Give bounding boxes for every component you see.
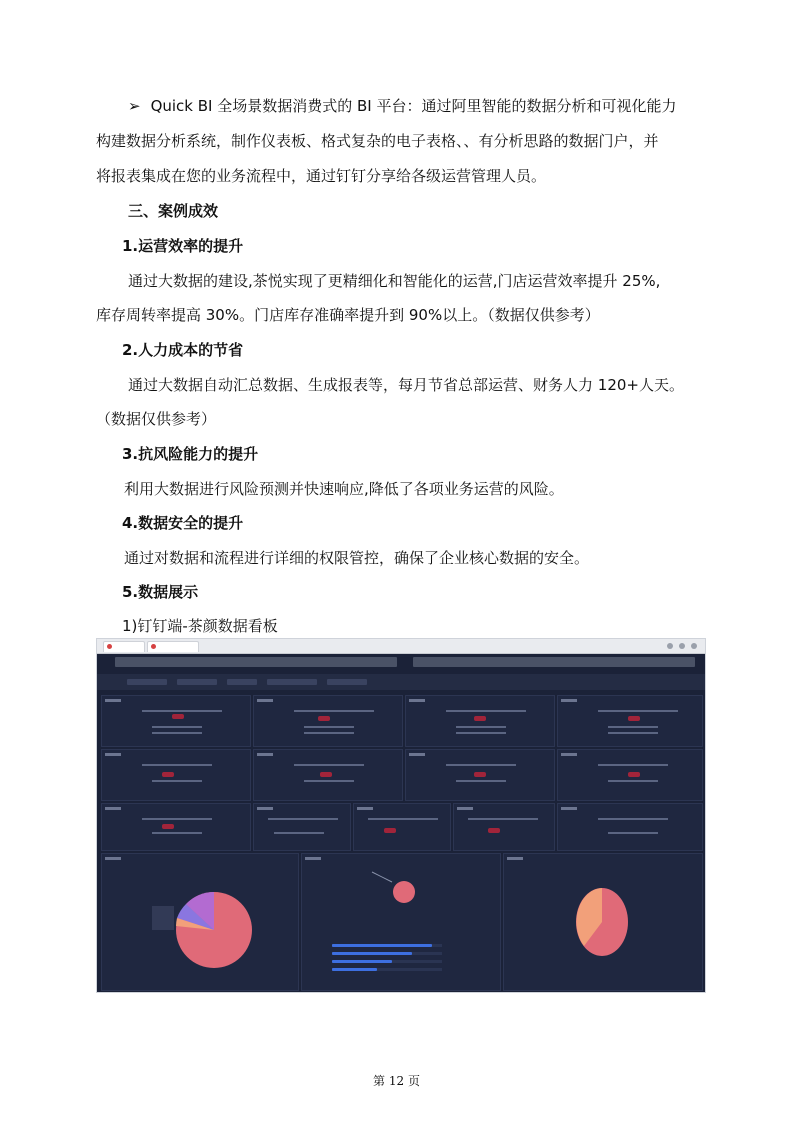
browser-tab-bar — [97, 639, 705, 654]
para-efficiency-2: 库存周转率提高 30%。门店库存准确率提升到 90%以上。（数据仅供参考） — [96, 306, 600, 324]
pie-chart-left — [102, 854, 298, 990]
kpi-card — [557, 803, 703, 851]
bullet-arrow-icon: ➢ — [128, 97, 141, 115]
quickbi-bullet-line — [128, 96, 677, 116]
kpi-card — [253, 803, 351, 851]
para-labor-2: （数据仅供参考） — [96, 410, 217, 428]
heading-labor-cost: 2.人力成本的节省 — [122, 341, 244, 359]
window-control-icon — [691, 643, 697, 649]
kpi-card — [405, 695, 555, 747]
kpi-card — [405, 749, 555, 801]
kpi-card — [101, 749, 251, 801]
pie-chart-right — [504, 854, 702, 990]
para-efficiency-1: 通过大数据的建设,茶悦实现了更精细化和智能化的运营,门店运营效率提升 25%, — [128, 272, 661, 290]
heading-risk: 3.抗风险能力的提升 — [122, 445, 259, 463]
heading-data-display: 5.数据展示 — [122, 583, 199, 601]
filter-bar — [97, 674, 705, 690]
quickbi-text-1: Quick BI 全场景数据消费式的 BI 平台：通过阿里智能的数据分析和可视化能力 — [150, 97, 677, 115]
para-labor-1: 通过大数据自动汇总数据、生成报表等，每月节省总部运营、财务人力 120+人天。 — [128, 376, 684, 394]
dashboard-screenshot — [96, 638, 706, 993]
kpi-card — [253, 695, 403, 747]
page-number: 第 12 页 — [373, 1074, 420, 1088]
para-risk: 利用大数据进行风险预测并快速响应,降低了各项业务运营的风险。 — [124, 480, 564, 498]
window-control-icon — [679, 643, 685, 649]
window-control-icon — [667, 643, 673, 649]
kpi-card — [557, 695, 703, 747]
kpi-card — [353, 803, 451, 851]
pie-panel-center — [301, 853, 501, 991]
heading-operational-efficiency: 1.运营效率的提升 — [122, 237, 244, 255]
pie-panel-right — [503, 853, 703, 991]
dashboard-switch-left — [115, 657, 397, 667]
figure-caption: 1)钉钉端-茶颜数据看板 — [122, 617, 278, 635]
browser-tab-active — [147, 641, 199, 652]
kpi-card — [557, 749, 703, 801]
kpi-card — [101, 695, 251, 747]
quickbi-text-3: 将报表集成在您的业务流程中，通过钉钉分享给各级运营管理人员。 — [96, 167, 547, 185]
kpi-card — [101, 803, 251, 851]
kpi-card — [253, 749, 403, 801]
pie-panel-left — [101, 853, 299, 991]
quickbi-text-2: 构建数据分析系统，制作仪表板、格式复杂的电子表格、、有分析思路的数据门户，并 — [96, 132, 659, 150]
heading-security: 4.数据安全的提升 — [122, 514, 244, 532]
section-heading-results: 三、案例成效 — [128, 202, 219, 220]
dashboard-switch-right — [413, 657, 695, 667]
para-security: 通过对数据和流程进行详细的权限管控，确保了企业核心数据的安全。 — [124, 549, 590, 567]
kpi-card — [453, 803, 555, 851]
browser-tab — [103, 641, 145, 652]
